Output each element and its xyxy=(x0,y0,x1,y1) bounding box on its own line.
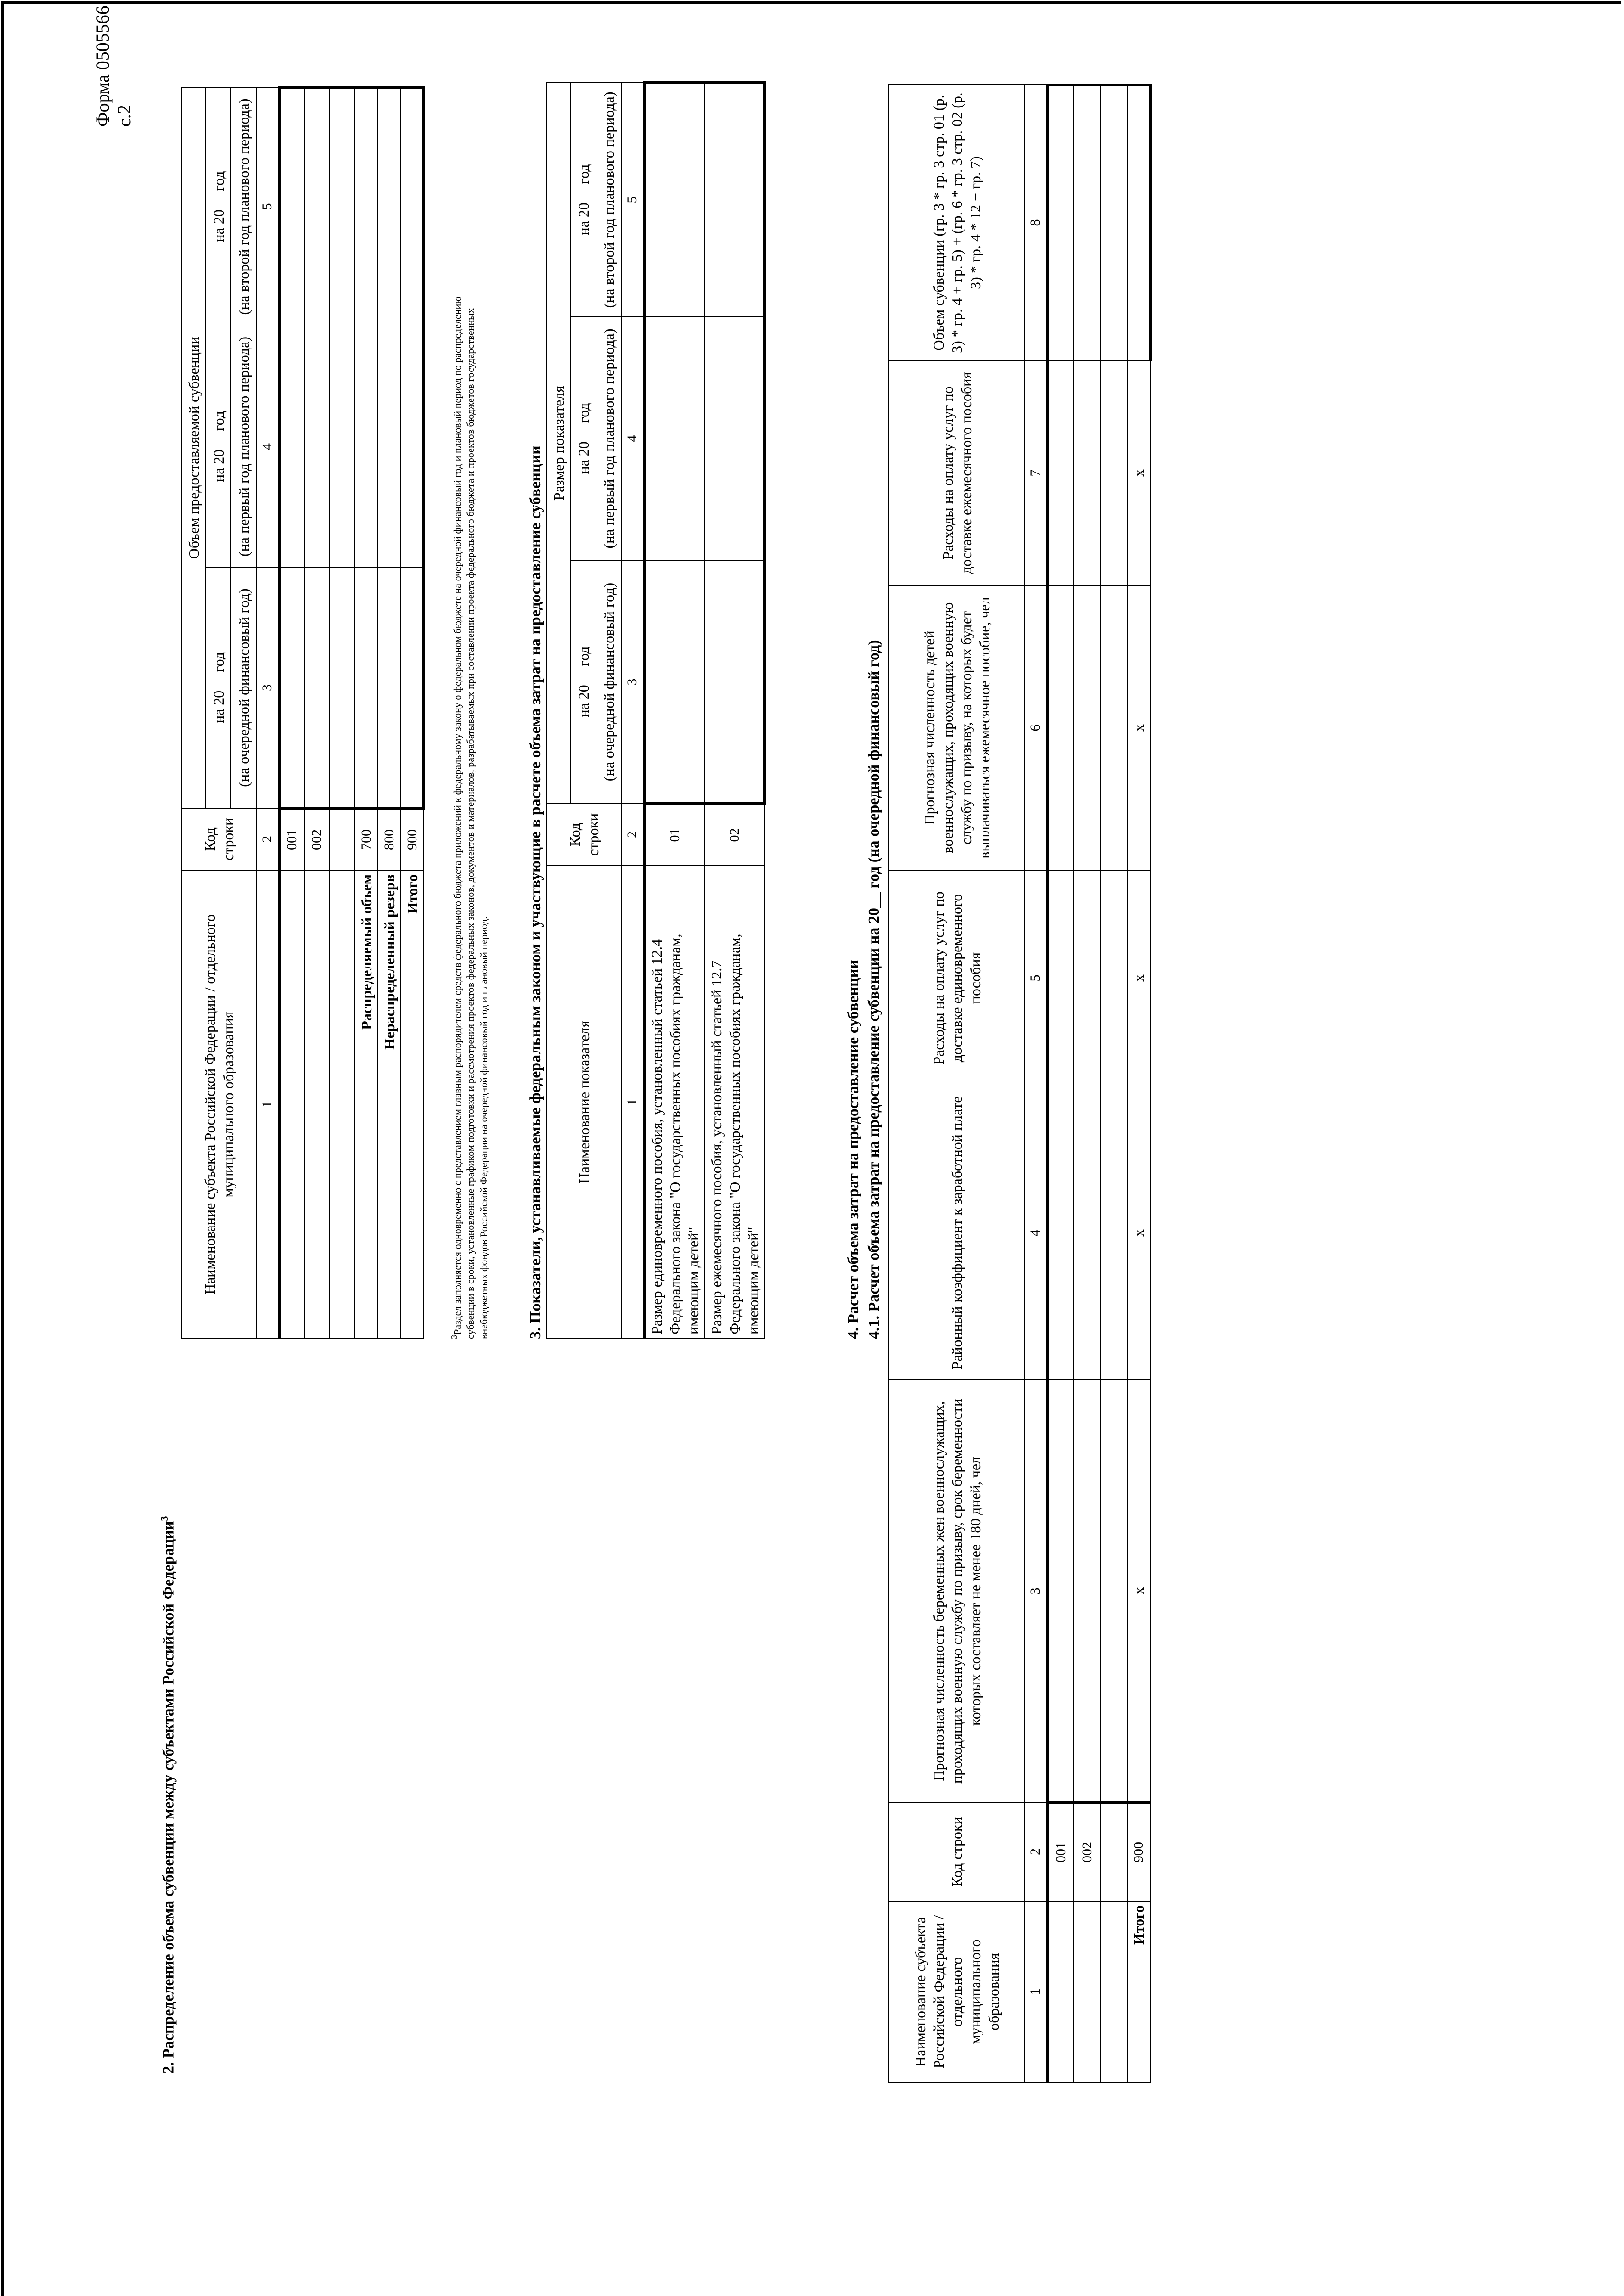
s2-row-name: Нераспределенный резерв xyxy=(378,870,401,1339)
table-row xyxy=(1101,85,1127,2082)
s4-num: 5 xyxy=(1024,870,1047,1086)
s4-num: 1 xyxy=(1024,1901,1047,2082)
s2-row-name[interactable] xyxy=(330,870,355,1339)
s2-header-code: Код строки xyxy=(182,808,256,870)
s2-row-code: 800 xyxy=(378,808,401,870)
s4-num: 4 xyxy=(1024,1086,1047,1380)
s2-cell[interactable] xyxy=(304,567,330,808)
s2-cell[interactable] xyxy=(401,87,424,326)
s3-row-name: Размер ежемесячного пособия, установленный статьей 12.7 Федерального закона "О государственных пособиях гражданам, имеющим детей" xyxy=(705,866,764,1339)
section2-title: 2. Распределение объема субвенции между субъектами Российской Федерации$^3$ xyxy=(158,1516,177,2074)
s2-header-y2: на 20__ год xyxy=(206,326,231,567)
section4-title: 4. Расчет объема затрат на предоставление субвенции xyxy=(845,960,862,1339)
s3-header-y3-sub: (на второй год планового периода) xyxy=(596,83,621,317)
s4-header-col5: Расходы на оплату услуг по доставке единовременного пособия xyxy=(889,870,1024,1086)
table-row xyxy=(401,87,424,1339)
s3-cell[interactable] xyxy=(705,317,764,560)
s2-cell[interactable] xyxy=(304,87,330,326)
s2-cell[interactable] xyxy=(279,326,304,567)
s3-header-name: Наименование показателя xyxy=(547,866,621,1339)
s4-cell[interactable] xyxy=(1074,870,1101,1086)
s3-header-y2-sub: (на первый год планового периода) xyxy=(596,317,621,560)
section4-table xyxy=(888,84,1152,2083)
s4-num: 3 xyxy=(1024,1380,1047,1802)
table-row xyxy=(644,83,705,1339)
s3-cell[interactable] xyxy=(644,560,705,804)
table-row xyxy=(304,87,330,1339)
s3-row-name: Размер единовременного пособия, установленный статьей 12.4 Федерального закона "О государственных пособиях гражданам, имеющим детей" xyxy=(644,866,705,1339)
s4-row-code xyxy=(1101,1802,1127,1901)
s4-num: 2 xyxy=(1024,1802,1047,1901)
s4-row-code: 001 xyxy=(1047,1802,1074,1901)
s2-cell[interactable] xyxy=(401,567,424,808)
s4-cell[interactable] xyxy=(1101,85,1127,360)
table-row xyxy=(330,87,355,1339)
form-code: Форма 0505566 с.2 xyxy=(92,6,135,127)
s4-cell: x xyxy=(1127,585,1150,870)
table-row xyxy=(279,87,304,1339)
table-row xyxy=(705,83,764,1339)
s2-header-y3: на 20__ год xyxy=(206,87,231,326)
s4-cell[interactable] xyxy=(1101,1086,1127,1380)
s4-num: 7 xyxy=(1024,360,1047,585)
s2-cell[interactable] xyxy=(378,326,401,567)
s4-num: 6 xyxy=(1024,585,1047,870)
s2-cell[interactable] xyxy=(355,87,378,326)
s4-cell[interactable] xyxy=(1101,360,1127,585)
s2-row-name: Итого xyxy=(401,870,424,1339)
s4-row-code: 900 xyxy=(1127,1802,1150,1901)
section3-table-main xyxy=(546,81,766,1339)
s2-cell[interactable] xyxy=(378,87,401,326)
s3-header-y1-sub: (на очередной финансовый год) xyxy=(596,560,621,804)
s2-cell[interactable] xyxy=(355,326,378,567)
s4-cell: x xyxy=(1127,870,1150,1086)
s3-header-code: Код строки xyxy=(547,804,621,866)
s2-cell[interactable] xyxy=(330,87,355,326)
table-row xyxy=(355,87,378,1339)
s4-cell[interactable] xyxy=(1074,360,1101,585)
s4-cell[interactable] xyxy=(1074,85,1101,360)
s4-header-col2: Код строки xyxy=(889,1802,1024,1901)
s2-row-code: 001 xyxy=(279,808,304,870)
s4-row-name[interactable] xyxy=(1101,1901,1127,2082)
s2-num: 3 xyxy=(256,567,279,808)
s2-num: 4 xyxy=(256,326,279,567)
s2-cell[interactable] xyxy=(330,567,355,808)
s4-row-code: 002 xyxy=(1074,1802,1101,1901)
s3-num: 3 xyxy=(621,560,644,804)
s2-cell[interactable] xyxy=(330,326,355,567)
s4-cell: x xyxy=(1127,360,1150,585)
s4-header-col6: Прогнозная численность детей военнослужащих, проходящих военную службу по призыву, на которых будет выплачиваться ежемесячное пособие, чел xyxy=(889,585,1024,870)
s3-header-y3: на 20__ год xyxy=(571,83,596,317)
s2-cell[interactable] xyxy=(279,567,304,808)
s4-row-name[interactable] xyxy=(1074,1901,1101,2082)
table-row xyxy=(1127,85,1150,2082)
s2-header-y1-sub: (на очередной финансовый год) xyxy=(231,567,256,808)
s3-num: 1 xyxy=(621,866,644,1339)
s3-num: 4 xyxy=(621,317,644,560)
s2-cell[interactable] xyxy=(355,567,378,808)
s4-cell[interactable] xyxy=(1101,1380,1127,1802)
s4-header-col7: Расходы на оплату услуг по доставке ежемесячного пособия xyxy=(889,360,1024,585)
s4-cell[interactable] xyxy=(1074,1086,1101,1380)
s4-cell[interactable] xyxy=(1047,870,1074,1086)
s4-cell[interactable] xyxy=(1047,585,1074,870)
s3-num: 5 xyxy=(621,83,644,317)
s4-row-name: Итого xyxy=(1127,1901,1150,2082)
s2-header-volume: Объем предоставляемой субвенции xyxy=(182,87,206,808)
s4-header-col8: Объем субвенции (гр. 3 * гр. 3 стр. 01 (р. 3) * гр. 4 + гр. 5) + (гр. 6 * гр. 3 стр. 02 (р. 3) * гр. 4 * 12 + гр. 7) xyxy=(889,85,1024,360)
table-row xyxy=(378,87,401,1339)
s4-cell[interactable] xyxy=(1074,585,1101,870)
s4-cell[interactable] xyxy=(1047,1086,1074,1380)
s2-row-code: 900 xyxy=(401,808,424,870)
s4-cell: x xyxy=(1127,1086,1150,1380)
section4-subtitle: 4.1. Расчет объема затрат на предоставление субвенции на 20__ год (на очередной финансовый год) xyxy=(865,640,882,1339)
section3-title: 3. Показатели, устанавливаемые федеральным законом и участвующие в расчете объема затрат на предоставление субвенции xyxy=(527,445,544,1339)
s3-row-code: 02 xyxy=(705,804,764,866)
s4-num: 8 xyxy=(1024,85,1047,360)
s4-cell: x xyxy=(1127,1380,1150,1802)
s2-header-name: Наименование субъекта Российской Федерации / отдельного муниципального образования xyxy=(182,870,256,1339)
s2-row-name[interactable] xyxy=(304,870,330,1339)
s4-row-name[interactable] xyxy=(1047,1901,1074,2082)
table-row xyxy=(1074,85,1101,2082)
s3-header-size: Размер показателя xyxy=(547,83,571,804)
s2-num: 5 xyxy=(256,87,279,326)
s3-header-y2: на 20__ год xyxy=(571,317,596,560)
s3-cell[interactable] xyxy=(705,560,764,804)
s4-header-col4: Районный коэффициент к заработной плате xyxy=(889,1086,1024,1380)
s3-num: 2 xyxy=(621,804,644,866)
s2-header-y3-sub: (на второй год планового периода) xyxy=(231,87,256,326)
s4-cell[interactable] xyxy=(1047,85,1074,360)
s2-header-y2-sub: (на первый год планового периода) xyxy=(231,326,256,567)
s2-row-name[interactable] xyxy=(279,870,304,1339)
s2-cell[interactable] xyxy=(279,87,304,326)
s2-row-name: Распределяемый объем xyxy=(355,870,378,1339)
s4-cell[interactable] xyxy=(1047,1380,1074,1802)
s2-row-code xyxy=(330,808,355,870)
s2-cell[interactable] xyxy=(304,326,330,567)
s2-row-code: 700 xyxy=(355,808,378,870)
s3-header-y1: на 20__ год xyxy=(571,560,596,804)
s2-header-y1: на 20__ год xyxy=(206,567,231,808)
s4-cell[interactable] xyxy=(1047,360,1074,585)
section2-table xyxy=(181,86,425,1339)
s4-header-col1: Наименование субъекта Российской Федерации / отдельного муниципального образования xyxy=(889,1901,1024,2082)
table-row xyxy=(1047,85,1074,2082)
section2-footnote: $^3$Раздел заполняется одновременно с представлением главным распорядителем средств федерального бюджета приложений к федеральному закону о федеральном бюджете на очередной финансовый год и плановый период по распределению субвенции в сроки, установленные графиком подготовки и рассмотрения проектов федеральных законов, документов и материалов, разрабатываемых при составлении проекта федерального бюджета и проектов бюджетов государственных внебюджетных фондов Российской Федерации на очередной финансовый год и плановый период. xyxy=(450,296,489,1339)
s4-header-col3: Прогнозная численность беременных жен военнослужащих, проходящих военную службу по призыву, срок беременности которых составляет не менее 180 дней, чел xyxy=(889,1380,1024,1802)
s2-cell[interactable] xyxy=(378,567,401,808)
s3-cell[interactable] xyxy=(644,83,705,317)
s2-cell[interactable] xyxy=(401,326,424,567)
s4-cell[interactable] xyxy=(1074,1380,1101,1802)
s2-num: 1 xyxy=(256,870,279,1339)
s4-cell[interactable] xyxy=(1101,585,1127,870)
s4-cell[interactable] xyxy=(1127,85,1150,360)
s3-cell[interactable] xyxy=(644,317,705,560)
s3-cell[interactable] xyxy=(705,83,764,317)
s2-row-code: 002 xyxy=(304,808,330,870)
s4-cell[interactable] xyxy=(1101,870,1127,1086)
s2-num: 2 xyxy=(256,808,279,870)
s3-row-code: 01 xyxy=(644,804,705,866)
